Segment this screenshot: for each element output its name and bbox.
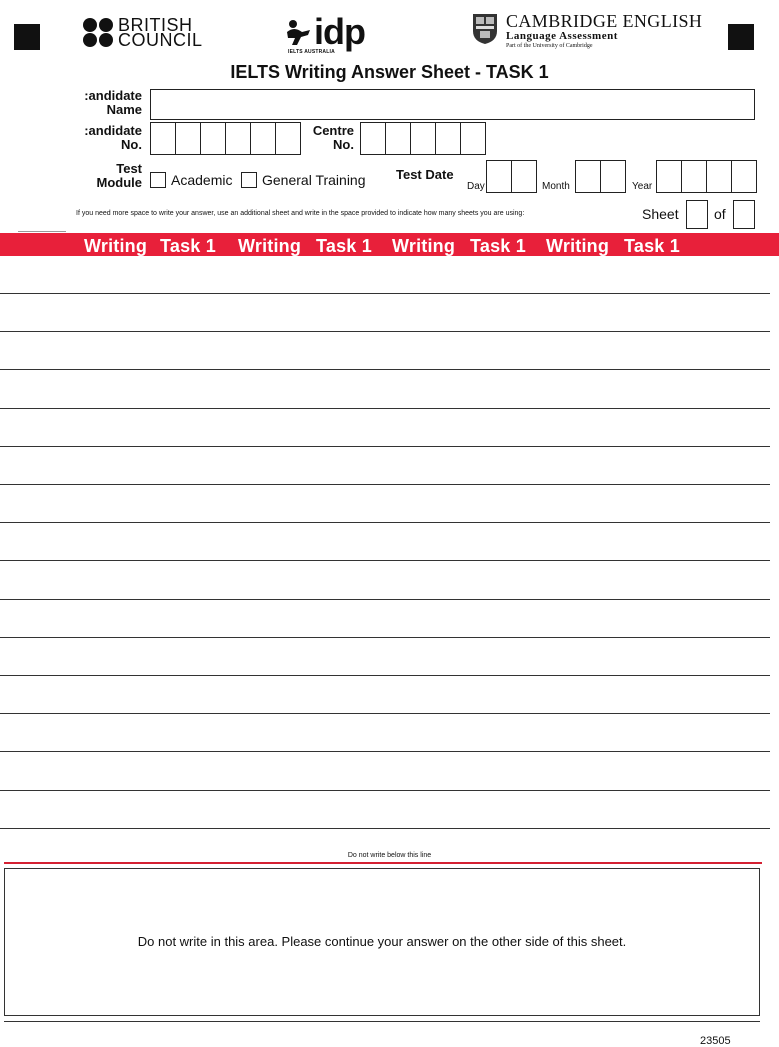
- cambridge-title: CAMBRIDGE ENGLISH: [506, 11, 703, 31]
- year-digit-3[interactable]: [706, 160, 732, 193]
- centre-no-digit-5[interactable]: [460, 122, 486, 155]
- banner-task-4: Task 1: [624, 236, 680, 256]
- candidate-no-boxes: [150, 122, 300, 155]
- cambridge-part-of: Part of the University of Cambridge: [506, 43, 593, 49]
- writing-line[interactable]: [0, 331, 770, 332]
- writing-task-banner: [0, 233, 779, 256]
- writing-line[interactable]: [0, 599, 770, 600]
- centre-no-digit-1[interactable]: [360, 122, 386, 155]
- writing-line[interactable]: [0, 713, 770, 714]
- idp-figure-icon: [284, 18, 314, 48]
- year-digit-4[interactable]: [731, 160, 757, 193]
- day-digit-1[interactable]: [486, 160, 512, 193]
- additional-sheet-notice: If you need more space to write your answer, use an additional sheet and write in the space provided to indicate how many sheets you are using:: [76, 210, 525, 217]
- writing-line[interactable]: [0, 293, 770, 294]
- general-training-checkbox[interactable]: [241, 172, 257, 188]
- registration-mark-right: [728, 24, 754, 50]
- sheet-number-box[interactable]: [686, 200, 708, 229]
- writing-line[interactable]: [0, 675, 770, 676]
- bottom-rule: [4, 1021, 760, 1022]
- idp-wordmark: idp: [314, 11, 365, 52]
- idp-subtitle: IELTS AUSTRALIA: [288, 49, 335, 55]
- centre-no-boxes: [360, 122, 490, 155]
- banner-task-1: Task 1: [160, 236, 216, 256]
- candidate-no-label-line2: No.: [121, 137, 142, 152]
- candidate-no-digit-5[interactable]: [250, 122, 276, 155]
- writing-line[interactable]: [0, 446, 770, 447]
- candidate-no-label-line1: :andidate: [84, 123, 142, 138]
- banner-writing-2: Writing: [238, 236, 302, 256]
- do-not-write-below-label: Do not write below this line: [347, 852, 432, 859]
- cambridge-logo: [472, 12, 722, 52]
- banner-task-2: Task 1: [316, 236, 372, 256]
- banner-writing-1: Writing: [84, 236, 148, 256]
- writing-line[interactable]: [0, 828, 770, 829]
- british-council-logo: [82, 16, 202, 50]
- page-title: IELTS Writing Answer Sheet - TASK 1: [230, 62, 549, 82]
- british-council-line1: BRITISH: [118, 15, 193, 35]
- year-label: Year: [632, 181, 653, 192]
- centre-no-label: [292, 124, 354, 152]
- month-digit-1[interactable]: [575, 160, 601, 193]
- candidate-name-label-line2: Name: [106, 102, 142, 117]
- candidate-no-digit-3[interactable]: [200, 122, 226, 155]
- test-module-label: [60, 162, 142, 190]
- candidate-no-digit-1[interactable]: [150, 122, 176, 155]
- british-council-line2: COUNCIL: [118, 30, 203, 50]
- candidate-name-label: [60, 89, 142, 117]
- writing-line[interactable]: [0, 369, 770, 370]
- of-label: of: [714, 206, 726, 222]
- sheet-total-box[interactable]: [733, 200, 755, 229]
- academic-label: Academic: [171, 172, 233, 188]
- centre-no-digit-4[interactable]: [435, 122, 461, 155]
- general-training-label: General Training: [262, 172, 366, 188]
- writing-line[interactable]: [0, 751, 770, 752]
- month-digit-2[interactable]: [600, 160, 626, 193]
- candidate-no-digit-2[interactable]: [175, 122, 201, 155]
- writing-line[interactable]: [0, 408, 770, 409]
- cambridge-shield-icon: [472, 13, 498, 45]
- writing-line[interactable]: [0, 484, 770, 485]
- centre-no-digit-3[interactable]: [410, 122, 436, 155]
- sheet-label: Sheet: [642, 206, 679, 222]
- centre-no-digit-2[interactable]: [385, 122, 411, 155]
- year-digit-1[interactable]: [656, 160, 682, 193]
- candidate-name-field[interactable]: [150, 89, 755, 120]
- reserved-area-instruction: Do not write in this area. Please continue your answer on the other side of this sheet.: [137, 934, 627, 949]
- banner-writing-3: Writing: [392, 236, 456, 256]
- form-code: 23505: [700, 1035, 731, 1047]
- british-council-dots-icon: [82, 17, 116, 47]
- candidate-no-digit-4[interactable]: [225, 122, 251, 155]
- writing-line[interactable]: [0, 560, 770, 561]
- year-digit-2[interactable]: [681, 160, 707, 193]
- test-module-label-line2: Module: [96, 175, 142, 190]
- day-label: Day: [467, 181, 485, 192]
- red-divider: [4, 862, 762, 864]
- test-module-label-line1: Test: [116, 161, 142, 176]
- day-digit-2[interactable]: [511, 160, 537, 193]
- short-rule: [18, 231, 66, 232]
- writing-line[interactable]: [0, 637, 770, 638]
- idp-logo: [284, 12, 374, 56]
- registration-mark-left: [14, 24, 40, 50]
- writing-line[interactable]: [0, 522, 770, 523]
- month-label: Month: [542, 181, 570, 192]
- banner-writing-4: Writing: [546, 236, 610, 256]
- centre-no-label-line1: Centre: [312, 123, 354, 138]
- test-date-label: Test Date: [396, 167, 454, 182]
- academic-checkbox[interactable]: [150, 172, 166, 188]
- centre-no-label-line2: No.: [333, 137, 354, 152]
- candidate-name-label-line1: :andidate: [84, 88, 142, 103]
- banner-task-3: Task 1: [470, 236, 526, 256]
- cambridge-subtitle: Language Assessment: [506, 30, 618, 42]
- writing-line[interactable]: [0, 790, 770, 791]
- candidate-no-label: [60, 124, 142, 152]
